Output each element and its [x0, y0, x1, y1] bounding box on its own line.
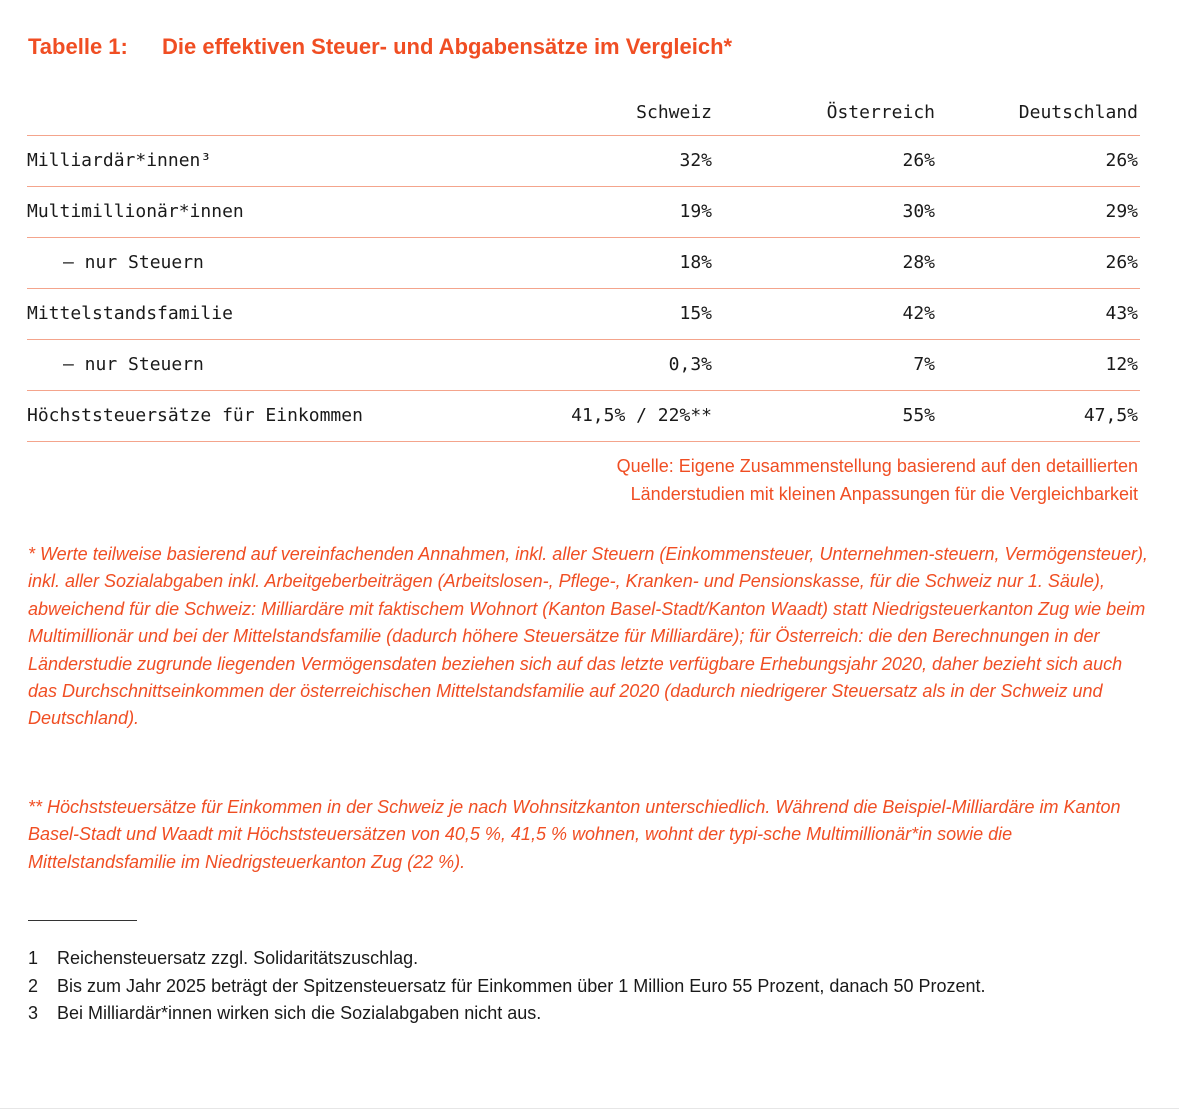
footnote-divider: [28, 920, 137, 921]
cell-deutschland: 43%: [1105, 303, 1138, 324]
cell-deutschland: 47,5%: [1083, 405, 1138, 426]
note-double-asterisk: ** Höchststeuersätze für Einkommen in der Schweiz je nach Wohnsitzkanton unterschiedlich. Während die Beispiel-Milliardäre im Kanton Basel-Stadt und Waadt mit Höchststeuersätzen von 40,5 %, 41,5 % wohnen, wohnt der typi-sche Multimillionär*in sowie die Mittelstandsfamilie im Niedrigsteuerkanton Zug (22 %).: [28, 797, 1121, 872]
row-label: Höchststeuersätze für Einkommen: [27, 405, 363, 426]
footnote-item: [28, 973, 986, 1001]
cell-schweiz: 15%: [679, 303, 712, 324]
row-label: Milliardär*innen³: [27, 150, 212, 171]
table-header-row: [27, 95, 1140, 136]
footnotes: [28, 945, 986, 1028]
cell-oesterreich: 55%: [902, 405, 935, 426]
table-title-text: Die effektiven Steuer- und Abgabensätze im Vergleich*: [162, 34, 733, 59]
source-line-2: Länderstudien mit kleinen Anpassungen für die Vergleichbarkeit: [630, 484, 1138, 504]
tax-comparison-table: [27, 95, 1140, 442]
cell-schweiz: 0,3%: [668, 354, 712, 375]
table-row: [27, 340, 1140, 391]
row-label: Mittelstandsfamilie: [27, 303, 233, 324]
cell-schweiz: 18%: [679, 252, 712, 273]
cell-schweiz: 19%: [679, 201, 712, 222]
table-row: [27, 289, 1140, 340]
cell-oesterreich: 28%: [902, 252, 935, 273]
cell-schweiz: 32%: [679, 150, 712, 171]
cell-schweiz: 41,5% / 22%**: [571, 405, 712, 426]
page-bottom-edge: [0, 1108, 1179, 1109]
source-line-1: Quelle: Eigene Zusammenstellung basierend auf den detaillierten: [616, 456, 1138, 476]
row-label: – nur Steuern: [63, 252, 204, 273]
header-schweiz: Schweiz: [636, 102, 712, 123]
cell-deutschland: 29%: [1105, 201, 1138, 222]
table-source: [617, 452, 1138, 508]
note-single-asterisk: * Werte teilweise basierend auf vereinfachenden Annahmen, inkl. aller Steuern (Einkommensteuer, Unternehmen-steuern, Vermögensteuer), inkl. aller Sozialabgaben inkl. Arbeitgeberbeiträgen (Arbeitslosen-, Pflege-, Kranken- und Pensionskasse, für die Schweiz nur 1. Säule), abweichend für die Schweiz: Milliardäre mit faktischem Wohnort (Kanton Basel-Stadt/Kanton Waadt) statt Niedrigsteuerkanton Zug wie beim Multimillionär und bei der Mittelstandsfamilie (dadurch höhere Steuersätze für Milliardäre); für Österreich: die den Berechnungen in der Länderstudie zugrunde liegenden Vermögensdaten beziehen sich auf das letzte verfügbare Erhebungsjahr 2020, daher bezieht sich auch das Durchschnittseinkommen der österreichischen Mittelstandsfamilie auf 2020 (dadurch niedrigerer Steuersatz als in der Schweiz und Deutschland).: [28, 544, 1148, 729]
cell-oesterreich: 30%: [902, 201, 935, 222]
row-label: Multimillionär*innen: [27, 201, 244, 222]
cell-oesterreich: 7%: [913, 354, 935, 375]
footnote-number: 3: [28, 1003, 39, 1023]
cell-oesterreich: 26%: [902, 150, 935, 171]
table-row: [27, 136, 1140, 187]
cell-oesterreich: 42%: [902, 303, 935, 324]
footnote-text: Bis zum Jahr 2025 beträgt der Spitzensteuersatz für Einkommen über 1 Million Euro 55 Prozent, danach 50 Prozent.: [57, 975, 986, 996]
footnote-text: Reichensteuersatz zzgl. Solidaritätszuschlag.: [57, 948, 419, 968]
footnote-item: [28, 945, 986, 973]
footnote-item: [28, 1000, 986, 1028]
row-label: – nur Steuern: [63, 354, 204, 375]
header-oesterreich: Österreich: [826, 102, 935, 123]
footnote-number: 2: [28, 975, 39, 996]
table-title-label: Tabelle 1:: [28, 34, 128, 59]
footnote-text: Bei Milliardär*innen wirken sich die Sozialabgaben nicht aus.: [57, 1003, 542, 1023]
table-row: [27, 238, 1140, 289]
table-title: [28, 34, 732, 60]
table-row: [27, 391, 1140, 442]
cell-deutschland: 26%: [1105, 150, 1138, 171]
table-row: [27, 187, 1140, 238]
header-deutschland: Deutschland: [1018, 102, 1138, 123]
cell-deutschland: 12%: [1105, 354, 1138, 375]
footnote-number: 1: [28, 948, 39, 968]
cell-deutschland: 26%: [1105, 252, 1138, 273]
